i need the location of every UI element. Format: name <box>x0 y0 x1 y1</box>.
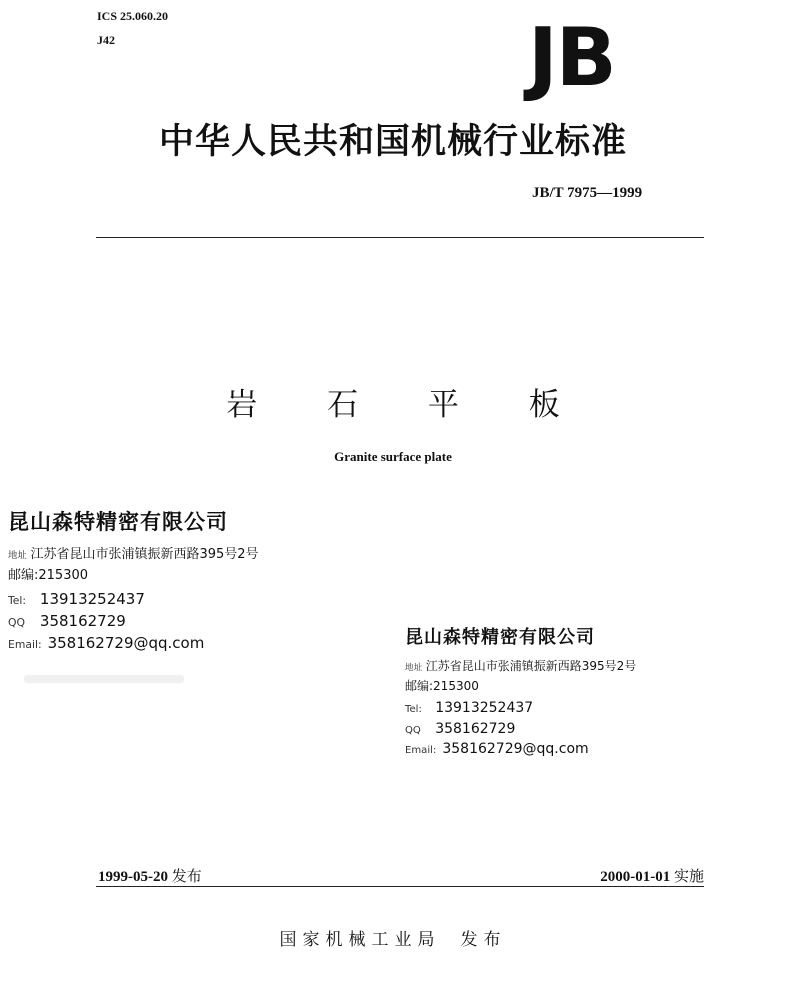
tel-value: 13913252437 <box>39 590 145 608</box>
address-line <box>8 543 259 562</box>
business-card <box>0 500 360 700</box>
postcode-label: 邮编: <box>8 568 39 583</box>
postcode-line <box>8 564 88 583</box>
qq-label: QQ <box>405 725 421 736</box>
classification-code: J42 <box>97 33 115 47</box>
implementation-label: 实施 <box>673 869 704 885</box>
postcode-label: 邮编: <box>405 679 434 693</box>
address-label: 地址 <box>405 663 423 673</box>
email-label: Email: <box>405 745 437 756</box>
email-label: Email: <box>8 638 42 651</box>
qq-label: QQ <box>8 616 25 629</box>
company-name: 昆山森特精密有限公司 <box>8 510 228 534</box>
scan-smudge <box>24 675 184 683</box>
qq-value: 358162729 <box>39 612 126 630</box>
tel-label: Tel: <box>405 704 422 715</box>
email-line <box>8 634 204 652</box>
postcode-line <box>405 677 479 694</box>
email-value: 358162729@qq.com <box>47 634 205 652</box>
qq-line <box>8 612 126 630</box>
release-label: 发布 <box>171 869 202 885</box>
jb-logo: JB <box>528 11 615 104</box>
issuer-action: 发布 <box>460 930 507 950</box>
address-value: 江苏省昆山市张浦镇振新西路395号2号 <box>425 659 637 673</box>
address-label: 地址 <box>8 550 27 561</box>
tel-value: 13913252437 <box>435 700 534 716</box>
address-line <box>405 657 636 674</box>
release-date-line <box>98 865 202 886</box>
address-value: 江苏省昆山市张浦镇振新西路395号2号 <box>30 547 259 562</box>
tel-line <box>8 590 145 608</box>
tel-label: Tel: <box>8 594 27 607</box>
company-name: 昆山森特精密有限公司 <box>405 627 595 648</box>
top-divider <box>96 237 704 238</box>
issuer-name: 国家机械工业局 <box>279 930 441 950</box>
issuing-authority <box>0 925 786 950</box>
email-value: 358162729@qq.com <box>442 741 589 757</box>
document-title-chinese: 岩 石 平 板 <box>226 387 590 423</box>
business-card <box>398 617 714 787</box>
postcode-value: 215300 <box>433 679 479 693</box>
release-date: 1999-05-20 <box>98 869 168 885</box>
implementation-date: 2000-01-01 <box>600 869 671 885</box>
standard-number: JB/T 7975—1999 <box>532 185 643 201</box>
qq-value: 358162729 <box>435 721 516 737</box>
qq-line <box>405 721 515 737</box>
bottom-divider <box>96 886 704 887</box>
document-title-english: Granite surface plate <box>334 449 452 464</box>
ics-code: ICS 25.060.20 <box>97 9 169 23</box>
tel-line <box>405 700 533 716</box>
implementation-date-line <box>600 865 704 886</box>
postcode-value: 215300 <box>38 568 89 583</box>
email-line <box>405 741 589 757</box>
organization-title: 中华人民共和国机械行业标准 <box>158 122 627 162</box>
